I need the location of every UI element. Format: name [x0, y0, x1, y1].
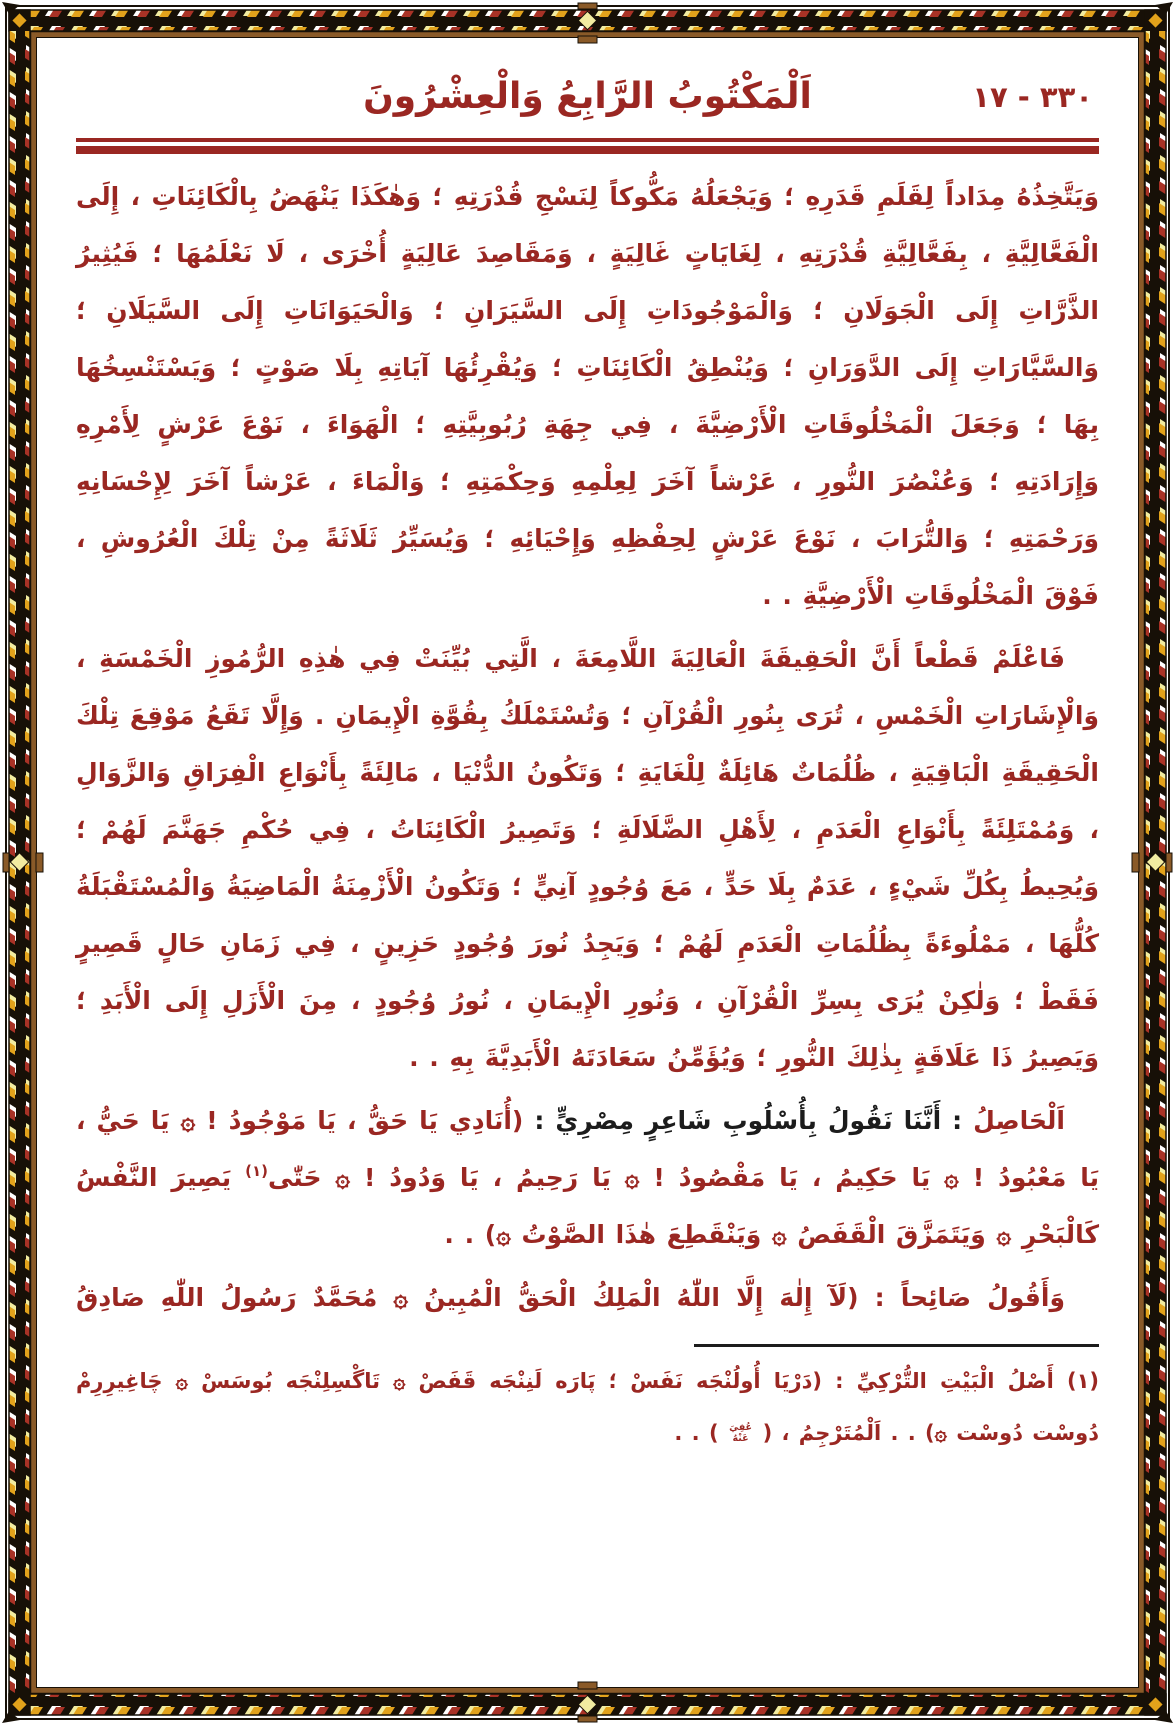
page-title: اَلْمَكْتُوبُ الرَّابِعُ وَالْعِشْرُونَ: [363, 76, 812, 117]
footnote-ref: (١): [245, 1162, 268, 1180]
footnote-separator: [694, 1344, 1099, 1347]
text-run: (١) أَصْلُ الْبَيْتِ التُّرْكِيِّ : (دَرْيَا أُولُنْجَه نَفَسْ ؛ پَارَه لَنِنْجَه قَفَصْ ۞ تَاگْسِلِنْجَه بُوسَسْ ۞ چَاغِيرِرِمْ دُوسْت دُوسْت ۞) . . اَلْمُتَرْجِمُ ، (: [76, 1369, 1099, 1445]
text-run: : أَنَّنَا نَقُولُ بِأُسْلُوبِ شَاعِرٍ مِصْرِيٍّ :: [523, 1106, 974, 1135]
body-text: [76, 168, 1099, 1326]
text-run: فَاعْلَمْ قَطْعاً أَنَّ الْحَقِيقَةَ الْعَالِيَةَ اللَّامِعَةَ ، الَّتِي بُيِّنَتْ فِي هٰذِهِ الرُّمُوزِ الْخَمْسَةِ ، وَالْإِشَارَاتِ الْخَمْسِ ، تُرَى بِنُورِ الْقُرْآنِ ؛ وَتُسْتَمْلَكُ بِقُوَّةِ الْإِيمَانِ . وَإِلَّا تَقَعُ مَوْقِعَ تِلْكَ الْحَقِيقَةِ الْبَاقِيَةِ ، ظُلُمَاتٌ هَائِلَةٌ لِلْغَايَةِ ؛ وَتَكُونُ الدُّنْيَا ، مَالِئَةً بِأَنْوَاعِ الْفِرَاقِ وَالزَّوَالِ ، وَمُمْتَلِئَةً بِأَنْوَاعِ الْعَدَمِ ، لِأَهْلِ الضَّلَالَةِ ؛ وَتَصِيرُ الْكَائِنَاتُ ، فِي حُكْمِ جَهَنَّمَ لَهُمْ ؛ وَيُحِيطُ بِكُلِّ شَيْءٍ ، عَدَمٌ بِلَا حَدٍّ ، مَعَ وُجُودٍ آنِيٍّ ؛ وَتَكُونُ الْأَزْمِنَةُ الْمَاضِيَةُ وَالْمُسْتَقْبَلَةُ كُلُّهَا ، مَمْلُوءَةً بِظُلُمَاتِ الْعَدَمِ لَهُمْ ؛ وَيَجِدُ نُورَ وُجُودٍ حَزِينٍ ، فِي زَمَانِ حَالٍ قَصِيرٍ فَقَطْ ؛ وَلٰكِنْ يُرَى بِسِرِّ الْقُرْآنِ ، وَنُورِ الْإِيمَانِ ، نُورُ وُجُودٍ ، مِنَ الْأَزَلِ إِلَى الْأَبَدِ ؛ وَيَصِيرُ ذَا عَلَاقَةٍ بِذٰلِكَ النُّورِ ؛ وَيُؤَمِّنُ سَعَادَتَهُ الْأَبَدِيَّةَ بِهِ . .: [76, 644, 1099, 1072]
page-number: ٣٣٠ - ١٧: [972, 80, 1093, 114]
header-divider: [76, 138, 1099, 154]
text-run: يَصِيرَ النَّفْسُ كَالْبَحْرِ ۞ وَيَتَمَزَّقَ الْقَفَصُ ۞ وَيَنْقَطِعَ هٰذَا الصَّوْتُ ۞) . .: [76, 1163, 1099, 1249]
footnote: [76, 1355, 1099, 1459]
paragraph-2: [76, 630, 1099, 1086]
text-run: وَأَقُولُ صَائِحاً : (لَآ إِلٰهَ إِلَّا اللّٰهُ الْمَلِكُ الْحَقُّ الْمُبِينُ ۞ مُحَمَّدٌ رَسُولُ اللّٰهِ صَادِقُ: [76, 1283, 1065, 1312]
text-run: وَيَتَّخِذُهُ مِدَاداً لِقَلَمِ قَدَرِهِ ؛ وَيَجْعَلُهُ مَكُّوكاً لِنَسْجِ قُدْرَتِهِ ؛ وَهٰكَذَا يَنْهَضُ بِالْكَائِنَاتِ ، إِلَى الْفَعَّالِيَّةِ ، بِفَعَّالِيَّةِ قُدْرَتِهِ ، لِغَايَاتٍ غَالِيَةٍ ، وَمَقَاصِدَ عَالِيَةٍ أُخْرَى ، لَا نَعْلَمُهَا ؛ فَيُثِيرُ الذَّرَّاتِ إِلَى الْجَوَلَانِ ؛ وَالْمَوْجُودَاتِ إِلَى السَّيَرَانِ ؛ وَالْحَيَوَانَاتِ إِلَى السَّيَلَانِ ؛ وَالسَّيَّارَاتِ إِلَى الدَّوَرَانِ ؛ وَيُنْطِقُ الْكَائِنَاتِ ؛ وَيُقْرِئُهَا آيَاتِهِ بِلَا صَوْتٍ ؛ وَيَسْتَنْسِخُهَا بِهَا ؛ وَجَعَلَ الْمَخْلُوقَاتِ الْأَرْضِيَّةَ ، فِي جِهَةِ رُبُوبِيَّتِهِ ؛ الْهَوَاءَ ، نَوْعَ عَرْشٍ لِأَمْرِهِ وَإِرَادَتِهِ ؛ وَعُنْصُرَ النُّورِ ، عَرْشاً آخَرَ لِعِلْمِهِ وَحِكْمَتِهِ ؛ وَالْمَاءَ ، عَرْشاً آخَرَ لِإِحْسَانِهِ وَرَحْمَتِهِ ؛ وَالتُّرَابَ ، نَوْعَ عَرْشٍ لِحِفْظِهِ وَإِحْيَائِهِ ؛ وَيُسَيِّرُ ثَلَاثَةً مِنْ تِلْكَ الْعُرُوشِ ، فَوْقَ الْمَخْلُوقَاتِ الْأَرْضِيَّةِ . .: [76, 182, 1099, 610]
text-run: (أُنَادِي يَا حَقُّ ، يَا مَوْجُودُ ! ۞ يَا حَيُّ ، يَا مَعْبُودُ ! ۞ يَا حَكِيمُ ، يَا مَقْصُودُ ! ۞ يَا رَحِيمُ ، يَا وَدُودُ ! ۞ حَتّٰى: [76, 1106, 1099, 1192]
translator-seal: عُفِيَ عَنْهُ: [729, 1422, 753, 1444]
paragraph-1: [76, 168, 1099, 624]
text-run: اَلْحَاصِلُ: [973, 1106, 1065, 1135]
page-content: [38, 38, 1137, 1687]
text-run: ) . .: [674, 1421, 719, 1445]
paragraph-3: [76, 1092, 1099, 1263]
page-header: [76, 64, 1099, 130]
paragraph-4: [76, 1269, 1099, 1326]
footnote-text: [76, 1355, 1099, 1459]
